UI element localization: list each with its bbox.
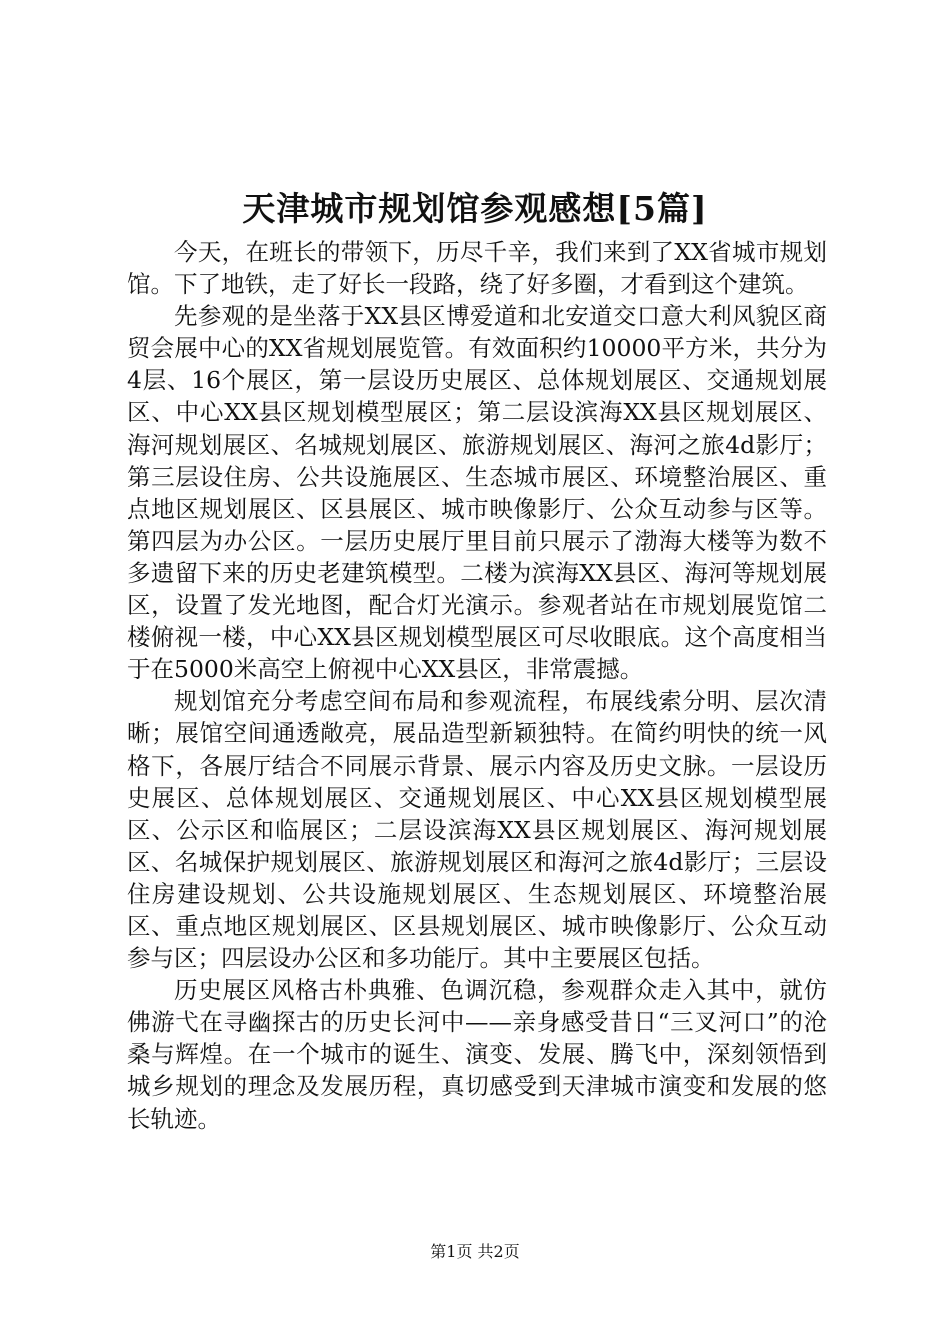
document-title: 天津城市规划馆参观感想[5篇]: [242, 189, 708, 228]
paragraph-4: 历史展区风格古朴典雅、色调沉稳，参观群众走入其中，就仿佛游弋在寻幽探古的历史长河中——亲身感受昔日“三叉河口”的沧桑与辉煌。在一个城市的诞生、演变、发展、腾飞中，深刻领悟到城乡规划的理念及发展历程，真切感受到天津城市演变和发展的悠长轨迹。: [127, 976, 827, 1133]
paragraph-3: 规划馆充分考虑空间布局和参观流程，布展线索分明、层次清晰；展馆空间通透敞亮，展品造型新颖独特。在简约明快的统一风格下，各展厅结合不同展示背景、展示内容及历史文脉。一层设历史展区、总体规划展区、交通规划展区、中心XX县区规划模型展区、公示区和临展区；二层设滨海XX县区规划展区、海河规划展区、名城保护规划展区、旅游规划展区和海河之旅4d影厅；三层设住房建设规划、公共设施规划展区、生态规划展区、环境整治展区、重点地区规划展区、区县规划展区、城市映像影厅、公众互动参与区；四层设办公区和多功能厅。其中主要展区包括。: [127, 687, 827, 973]
paragraph-2: 先参观的是坐落于XX县区博爱道和北安道交口意大利风貌区商贸会展中心的XX省规划展览管。有效面积约10000平方米，共分为4层、16个展区，第一层设历史展区、总体规划展区、交通规划展区、中心XX县区规划模型展区；第二层设滨海XX县区规划展区、海河规划展区、名城规划展区、旅游规划展区、海河之旅4d影厅；第三层设住房、公共设施展区、生态城市展区、环境整治展区、重点地区规划展区、区县展区、城市映像影厅、公众互动参与区等。第四层为办公区。一层历史展厅里目前只展示了渤海大楼等为数不多遗留下来的历史老建筑模型。二楼为滨海XX县区、海河等规划展区，设置了发光地图，配合灯光演示。参观者站在市规划展览馆二楼俯视一楼，中心XX县区规划模型展区可尽收眼底。这个高度相当于在5000米高空上俯视中心XX县区，非常震撼。: [127, 302, 827, 684]
paragraph-1: 今天，在班长的带领下，历尽千辛，我们来到了XX省城市规划馆。下了地铁，走了好长一段路，绕了好多圈，才看到这个建筑。: [127, 238, 827, 299]
page-number-label: 第1页 共2页: [430, 1242, 520, 1261]
document-body: [127, 236, 827, 1135]
page-footer: [0, 1239, 950, 1265]
